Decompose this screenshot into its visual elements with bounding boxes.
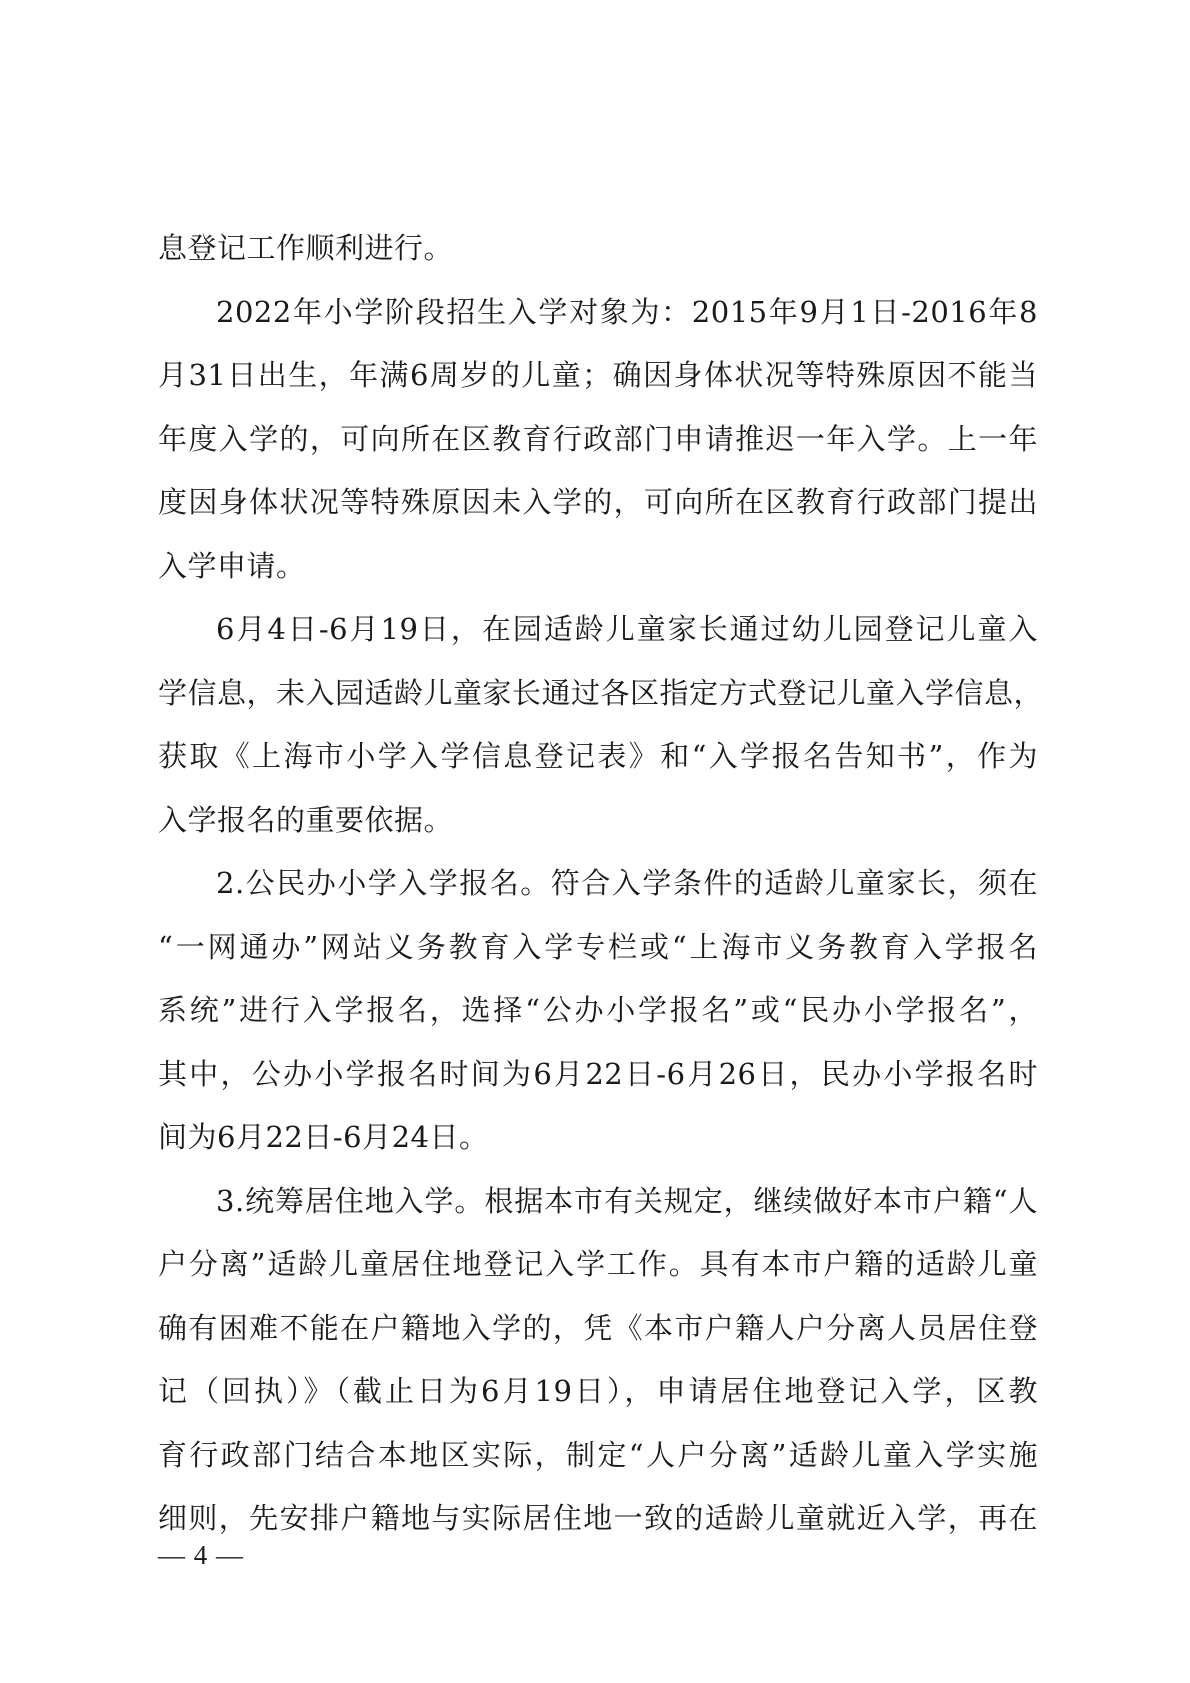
text-line: 户分离”适龄儿童居住地登记入学工作。具有本市户籍的适龄儿童: [158, 1247, 1038, 1281]
text-line: 获取《上海市小学入学信息登记表》和“入学报名告知书”，作为: [158, 739, 1038, 773]
text-line: 记（回执）》（截止日为6月19日），申请居住地登记入学，区教: [158, 1374, 1038, 1408]
text-line: 育行政部门结合本地区实际，制定“人户分离”适龄儿童入学实施: [158, 1437, 1038, 1472]
text-line: 6月4日-6月19日，在园适龄儿童家长通过幼儿园登记儿童入: [216, 612, 1038, 646]
page-number: — 4 —: [158, 1540, 244, 1570]
text-line: 确有困难不能在户籍地入学的，凭《本市户籍人户分离人员居住登: [158, 1310, 1038, 1345]
document-page: [158, 0, 1044, 1683]
text-line: 入学报名的重要依据。: [158, 802, 454, 837]
text-line: 3.统筹居住地入学。根据本市有关规定，继续做好本市户籍“人: [216, 1183, 1038, 1218]
text-line: 间为6月22日-6月24日。: [158, 1120, 489, 1154]
text-line: 度因身体状况等特殊原因未入学的，可向所在区教育行政部门提出: [158, 485, 1038, 519]
text-line: 2.公民办小学入学报名。符合入学条件的适龄儿童家长，须在: [216, 866, 1038, 900]
text-line: 月31日出生，年满6周岁的儿童；确因身体状况等特殊原因不能当: [158, 358, 1038, 392]
text-line: 2022年小学阶段招生入学对象为：2015年9月1日-2016年8: [216, 294, 1038, 329]
text-line: “一网通办”网站义务教育入学专栏或“上海市义务教育入学报名: [158, 929, 1038, 964]
text-line: 学信息，未入园适龄儿童家长通过各区指定方式登记儿童入学信息，: [158, 675, 1044, 710]
text-line: 年度入学的，可向所在区教育行政部门申请推迟一年入学。上一年: [158, 421, 1038, 456]
text-line: 其中，公办小学报名时间为6月22日-6月26日，民办小学报名时: [158, 1056, 1038, 1091]
document-body: [158, 217, 1044, 1551]
text-line: 入学申请。: [158, 548, 306, 583]
text-line: 息登记工作顺利进行。: [158, 231, 454, 265]
text-line: 系统”进行入学报名，选择“公办小学报名”或“民办小学报名”，: [158, 993, 1038, 1027]
text-line: 细则，先安排户籍地与实际居住地一致的适龄儿童就近入学，再在: [158, 1501, 1038, 1535]
